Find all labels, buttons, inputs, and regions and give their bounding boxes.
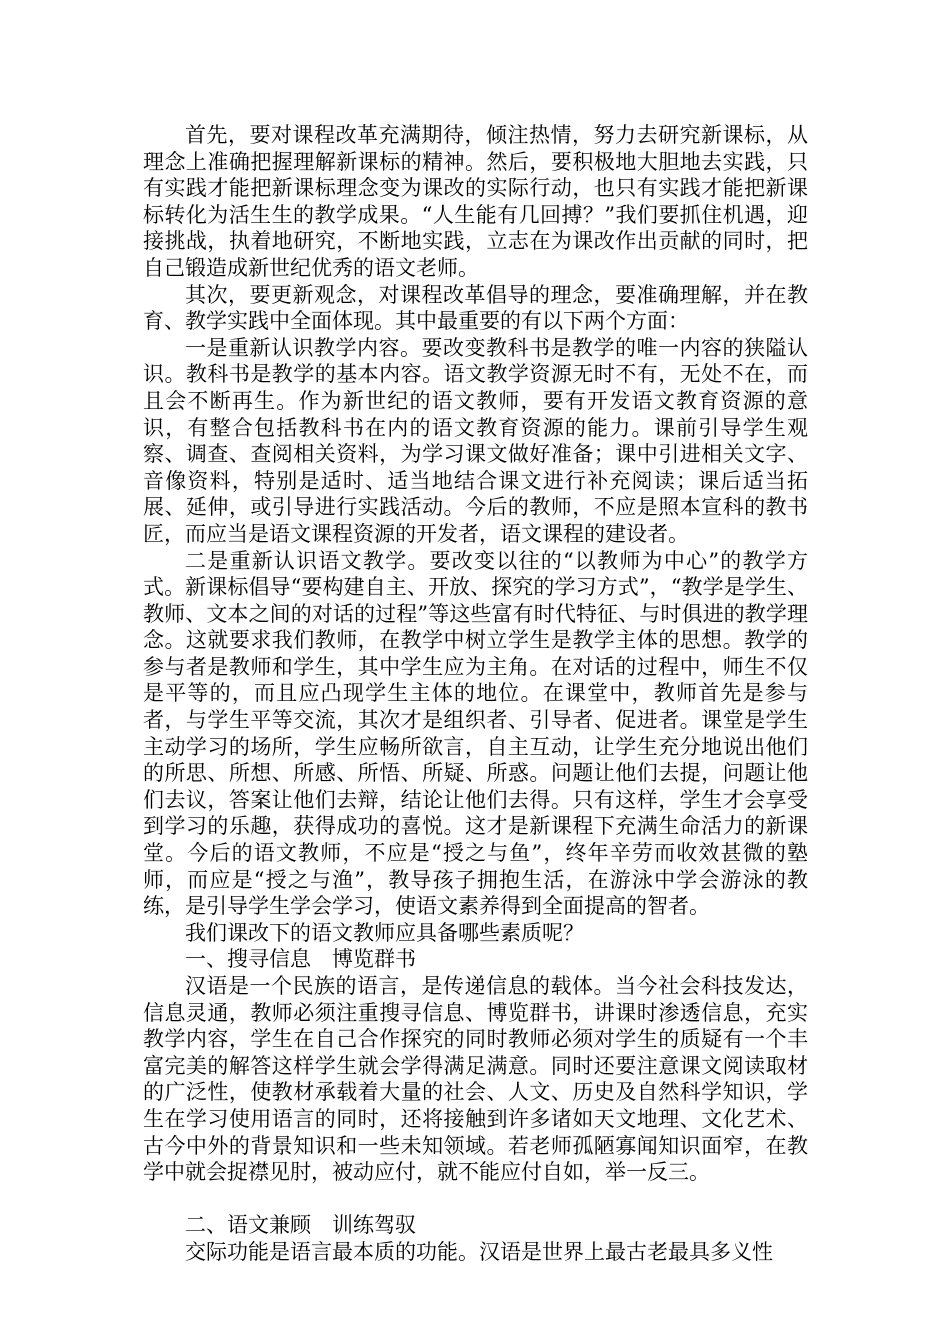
paragraph-teacher-qualities-question: 我们课改下的语文教师应具备哪些素质呢？ (185, 920, 584, 945)
paragraph-curriculum-reform-expectation: 首先，要对课程改革充满期待，倾注热情，努力去研究新课标，从理念上准确把握理解新课标的精神。然后，要积极地大胆地去实践，只有实践才能把新课标理念变为课改的实际行动，也只有实践才能把新课标转化为活生生的教学成果。“人生能有几回搏？”我们要抓住机遇，迎接挑战，执着地研究，不断地实践，立志在为课改作出贡献的同时，把自己锻造成新世纪优秀的语文老师。 (143, 123, 808, 280)
paragraph-information-reading: 汉语是一个民族的语言，是传递信息的载体。当今社会科技发达，信息灵通，教师必须注重搜寻信息、博览群书，讲课时渗透信息，充实教学内容，学生在自己合作探究的同时教师必须对学生的质疑有一个丰富完美的解答这样学生就会学得满足满意。同时还要注意课文阅读取材的广泛性，使教材承载着大量的社会、人文、历史及自然科学知识，学生在学习使用语言的同时，还将接触到许多诸如天文地理、文化艺术、古今中外的背景知识和一些未知领域。若老师孤陋寡闻知识面窄，在教学中就会捉襟见肘，被动应付，就不能应付自如，举一反三。 (143, 974, 808, 1185)
paragraph-teaching-content: 一是重新认识教学内容。要改变教科书是教学的唯一内容的狭隘认识。教科书是教学的基本内容。语文教学资源无时不有，无处不在，而且会不断再生。作为新世纪的语文教师，要有开发语文教育资源的意识，有整合包括教科书在内的语文教育资源的能力。课前引导学生观察、调查、查阅相关资料，为学习课文做好准备；课中引进相关文字、音像资料，特别是适时、适当地结合课文进行补充阅读；课后适当拓展、延伸，或引导进行实践活动。今后的教师，不应是照本宣科的教书匠，而应当是语文课程资源的开发者，语文课程的建设者。 (143, 335, 808, 546)
section-heading-information: 一、搜寻信息 博览群书 (185, 947, 416, 972)
paragraph-chinese-teaching: 二是重新认识语文教学。要改变以往的“以教师为中心”的教学方式。新课标倡导“要构建自主、开放、探究的学习方式”，“教学是学生、教师、文本之间的对话的过程”等这些富有时代特征、与时俱进的教学理念。这就要求我们教师，在教学中树立学生是教学主体的思想。教学的参与者是教师和学生，其中学生应为主角。在对话的过程中，师生不仅是平等的，而且应凸现学生主体的地位。在课堂中，教师首先是参与者，与学生平等交流，其次才是组织者、引导者、促进者。课堂是学生主动学习的场所，学生应畅所欲言，自主互动，让学生充分地说出他们的所思、所想、所感、所悟、所疑、所惑。问题让他们去提，问题让他们去议，答案让他们去辩，结论让他们去得。只有这样，学生才会享受到学习的乐趣，获得成功的喜悦。这才是新课程下充满生命活力的新课堂。今后的语文教师，不应是“授之与鱼”，终年辛劳而收效甚微的塾师，而应是“授之与渔”，教导孩子拥抱生活，在游泳中学会游泳的教练，是引导学生学会学习，使语文素养得到全面提高的智者。 (143, 548, 808, 919)
paragraph-communication-function: 交际功能是语言最本质的功能。汉语是世界上最古老最具多义性 (185, 1239, 773, 1264)
document-body (143, 122, 808, 1266)
paragraph-update-concepts: 其次，要更新观念，对课程改革倡导的理念，要准确理解，并在教育、教学实践中全面体现。其中最重要的有以下两个方面： (143, 282, 808, 334)
section-heading-language-training: 二、语文兼顾 训练驾驭 (185, 1213, 416, 1238)
